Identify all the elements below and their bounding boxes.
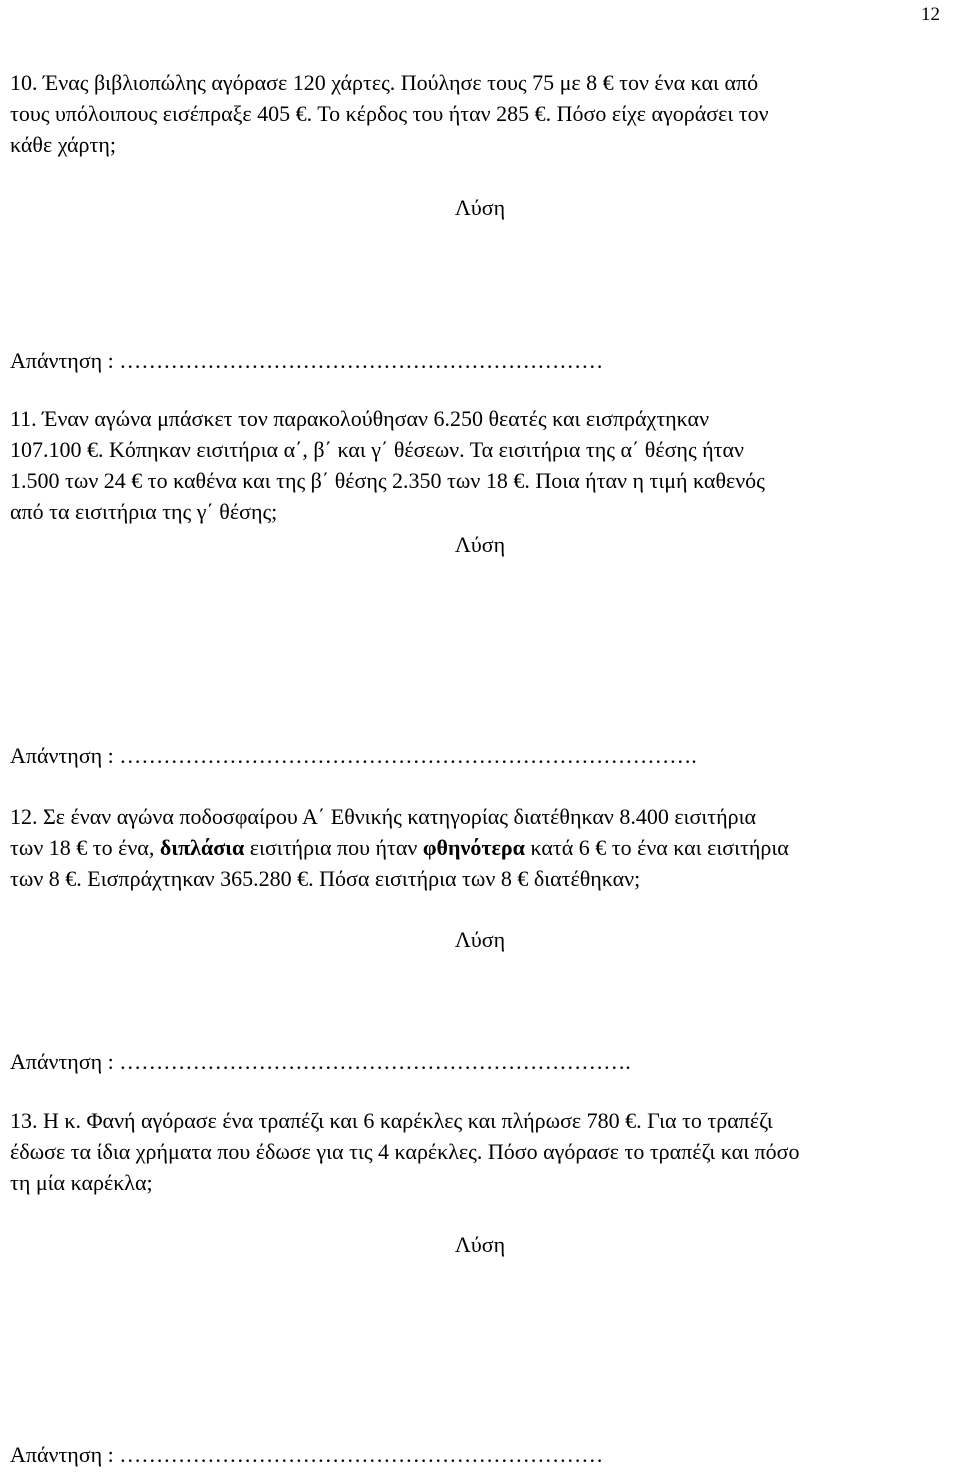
solution-heading: Λύση (454, 927, 506, 952)
problem-text-line: των 18 € το ένα, διπλάσια εισιτήρια που ήταν φθηνότερα κατά 6 € το ένα και εισιτήρια (10, 835, 789, 860)
problem-10 (10, 68, 956, 161)
emphasis-cheaper: φθηνότερα (422, 835, 525, 860)
answer-line (10, 1047, 631, 1077)
answer-dots: ………………………………………………………… (119, 1442, 604, 1467)
answer-line (10, 346, 603, 376)
answer-line (10, 1440, 603, 1470)
page-number: 12 (921, 4, 940, 25)
problem-text-line: έδωσε τα ίδια χρήματα που έδωσε για τις 4 καρέκλες. Πόσο αγόρασε το τραπέζι και πόσο (10, 1139, 800, 1164)
problem-text-line: τους υπόλοιπους εισέπραξε 405 €. Το κέρδος του ήταν 285 €. Πόσο είχε αγοράσει τον (10, 101, 769, 126)
answer-dots: ………………………………………………………… (119, 348, 604, 373)
problem-text-line: κάθε χάρτη; (10, 132, 116, 157)
answer-label: Απάντηση : (10, 348, 114, 373)
solution-heading: Λύση (454, 195, 506, 220)
answer-label: Απάντηση : (10, 743, 114, 768)
solution-heading: Λύση (454, 1232, 506, 1257)
problem-text-line: 1.500 των 24 € το καθένα και της β΄ θέσης 2.350 των 18 €. Ποια ήταν η τιμή καθενός (10, 468, 765, 493)
answer-label: Απάντηση : (10, 1049, 114, 1074)
problem-11 (10, 404, 956, 528)
answer-dots: ……………………………………………………………………. (119, 743, 697, 768)
solution-heading: Λύση (454, 532, 506, 557)
problem-text-line: 107.100 €. Κόπηκαν εισιτήρια α΄, β΄ και γ΄ θέσεων. Τα εισιτήρια της α΄ θέσης ήταν (10, 437, 744, 462)
answer-line (10, 741, 697, 771)
problem-text-line: 13. Η κ. Φανή αγόρασε ένα τραπέζι και 6 καρέκλες και πλήρωσε 780 €. Για το τραπέζι (10, 1108, 773, 1133)
problem-text-line: από τα εισιτήρια της γ΄ θέσης; (10, 499, 278, 524)
problem-text-line: τη μία καρέκλα; (10, 1170, 153, 1195)
problem-text-line: 10. Ένας βιβλιοπώλης αγόρασε 120 χάρτες. Πούλησε τους 75 με 8 € τον ένα και από (10, 70, 759, 95)
answer-dots: ……………………………………………………………. (119, 1049, 631, 1074)
problem-text-line: 11. Έναν αγώνα μπάσκετ τον παρακολούθησαν 6.250 θεατές και εισπράχτηκαν (10, 406, 710, 431)
problem-text-line: των 8 €. Εισπράχτηκαν 365.280 €. Πόσα εισιτήρια των 8 € διατέθηκαν; (10, 866, 641, 891)
answer-label: Απάντηση : (10, 1442, 114, 1467)
problem-text-line: 12. Σε έναν αγώνα ποδοσφαίρου Α΄ Εθνικής κατηγορίας διατέθηκαν 8.400 εισιτήρια (10, 804, 757, 829)
problem-12 (10, 802, 956, 895)
emphasis-double: διπλάσια (159, 835, 245, 860)
problem-13 (10, 1106, 956, 1199)
